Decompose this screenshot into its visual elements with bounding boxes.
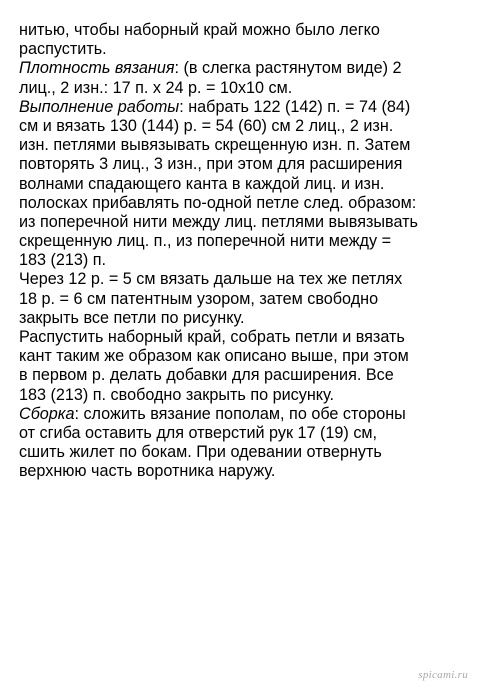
text-run: закрыть все петли по рисунку.	[19, 308, 245, 327]
text-run: : (в слегка растянутом виде) 2	[174, 59, 402, 78]
text-line	[19, 59, 481, 78]
text-run: в первом р. делать добавки для расширения. Все	[19, 366, 394, 385]
section-heading: Плотность вязания	[19, 59, 175, 78]
text-line	[19, 232, 481, 251]
text-line	[19, 40, 481, 59]
text-line	[19, 251, 481, 270]
text-line	[19, 98, 481, 117]
text-run: Распустить наборный край, собрать петли и вязать	[19, 328, 405, 346]
text-line	[19, 366, 481, 385]
text-run: 18 р. = 6 см патентным узором, затем свободно	[19, 289, 379, 308]
text-run: верхнюю часть воротника наружу.	[19, 462, 276, 481]
text-line	[19, 155, 481, 174]
text-line	[19, 21, 481, 40]
text-run: распустить.	[19, 40, 107, 59]
text-run: см и вязать 130 (144) р. = 54 (60) см 2 лиц., 2 изн.	[19, 116, 394, 135]
text-line	[19, 328, 481, 347]
text-run: скрещенную лиц. п., из поперечной нити между =	[19, 232, 392, 251]
text-line	[19, 424, 481, 443]
section-heading: Выполнение работы	[19, 97, 180, 116]
text-run: нитью, чтобы наборный край можно было легко	[19, 21, 380, 39]
text-line	[19, 386, 481, 405]
text-run: сшить жилет по бокам. При одевании отвернуть	[19, 443, 382, 462]
text-run: кант таким же образом как описано выше, при этом	[19, 347, 409, 366]
text-run: волнами спадающего канта в каждой лиц. и изн.	[19, 174, 385, 193]
text-line	[19, 117, 481, 136]
text-line	[19, 213, 481, 232]
text-run: повторять 3 лиц., 3 изн., при этом для расширения	[19, 155, 403, 174]
text-run: Через 12 р. = 5 см вязать дальше на тех же петлях	[19, 270, 403, 289]
text-run: 183 (213) п. свободно закрыть по рисунку.	[19, 385, 335, 404]
instructions-text	[19, 21, 481, 482]
text-line	[19, 309, 481, 328]
text-run: лиц., 2 изн.: 17 п. х 24 р. = 10х10 см.	[19, 78, 293, 97]
text-run: : набрать 122 (142) п. = 74 (84)	[179, 97, 411, 116]
text-run: полосках прибавлять по-одной петле след. образом:	[19, 193, 417, 212]
text-line	[19, 136, 481, 155]
section-heading: Сборка	[19, 404, 75, 423]
text-line	[19, 270, 481, 289]
text-line	[19, 79, 481, 98]
text-run: из поперечной нити между лиц. петлями вывязывать	[19, 212, 418, 231]
site-watermark: spicami.ru	[418, 669, 468, 681]
text-line	[19, 175, 481, 194]
text-run: изн. петлями вывязывать скрещенную изн. п. Затем	[19, 136, 411, 155]
text-line	[19, 290, 481, 309]
text-line	[19, 347, 481, 366]
text-line	[19, 194, 481, 213]
text-line	[19, 405, 481, 424]
text-line	[19, 462, 481, 481]
text-line	[19, 443, 481, 462]
text-run: от сгиба оставить для отверстий рук 17 (19) см,	[19, 423, 378, 442]
text-run: : сложить вязание пополам, по обе стороны	[74, 404, 406, 423]
text-run: 183 (213) п.	[19, 251, 107, 270]
